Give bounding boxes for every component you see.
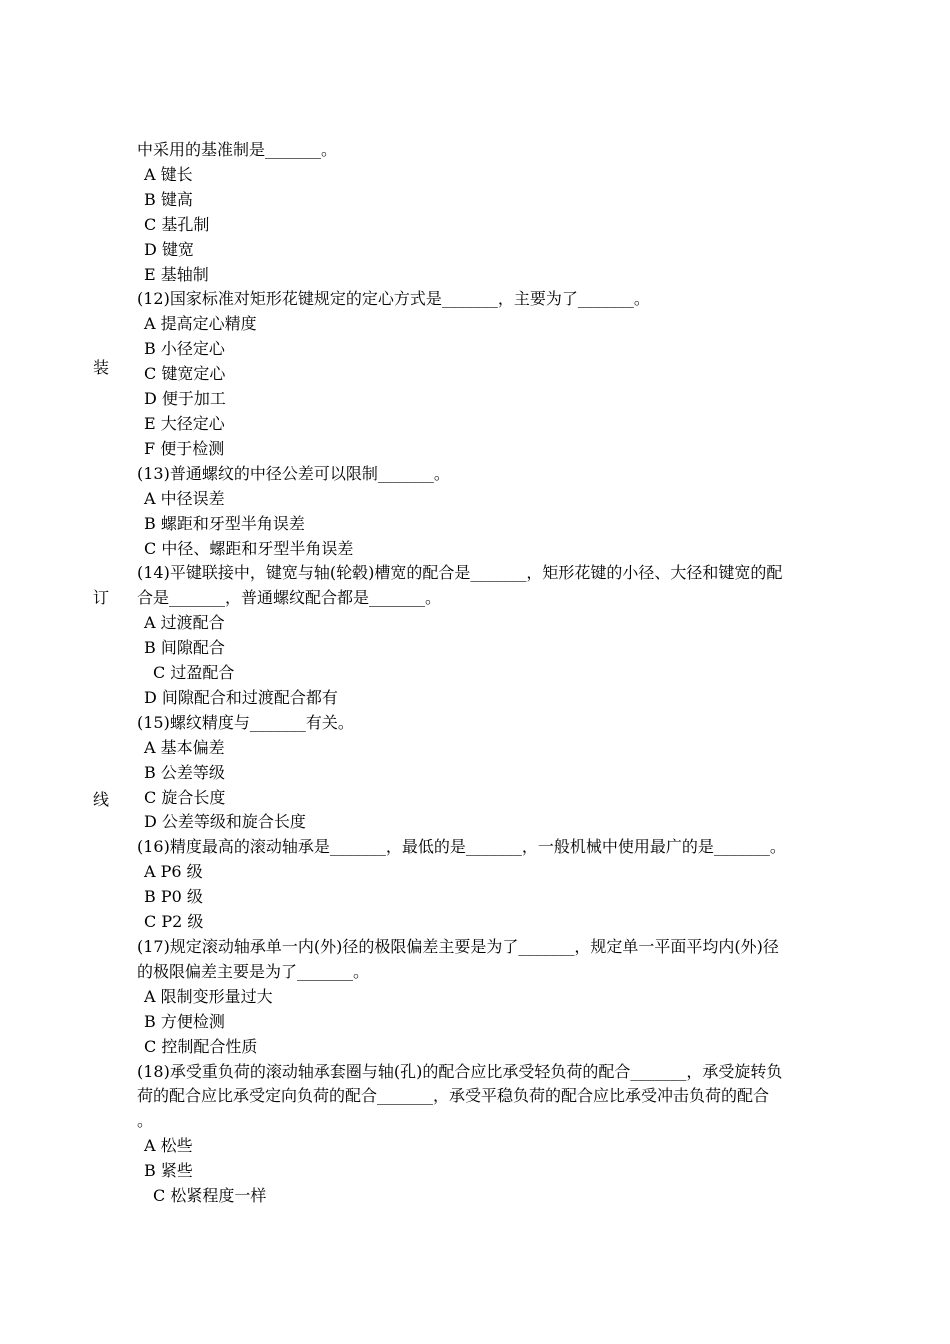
answer-option: A 松些 xyxy=(144,1136,193,1156)
answer-option: A 基本偏差 xyxy=(144,737,225,757)
answer-option: E 大径定心 xyxy=(144,413,225,433)
answer-option: C P2 级 xyxy=(144,912,204,932)
answer-option: B 小径定心 xyxy=(144,339,225,359)
binding-mark-ding: 订 xyxy=(93,588,110,607)
question-text-line: 。 xyxy=(137,1111,154,1131)
answer-option: E 基轴制 xyxy=(144,264,209,284)
answer-option: A 过渡配合 xyxy=(144,613,225,633)
answer-option: A 提高定心精度 xyxy=(144,314,257,334)
answer-option: C 键宽定心 xyxy=(144,364,226,384)
answer-option: F 便于检测 xyxy=(144,438,225,458)
question-text-line: 中采用的基准制是_______。 xyxy=(137,140,338,159)
answer-option: B P0 级 xyxy=(144,887,203,907)
answer-option: B 紧些 xyxy=(144,1161,193,1181)
question-text-line: (15)螺纹精度与_______有关。 xyxy=(137,712,354,732)
question-text-line: 的极限偏差主要是为了_______。 xyxy=(137,961,370,981)
question-text-line: (16)精度最高的滚动轴承是_______，最低的是_______，一般机械中使用最广的是_______。 xyxy=(137,837,786,857)
answer-option: A P6 级 xyxy=(144,862,203,882)
answer-option: D 便于加工 xyxy=(144,389,226,409)
answer-option: C 中径、螺距和牙型半角误差 xyxy=(144,538,354,558)
answer-option: D 公差等级和旋合长度 xyxy=(144,812,306,832)
question-text-line: (12)国家标准对矩形花键规定的定心方式是_______，主要为了_______。 xyxy=(137,289,650,309)
answer-option: D 键宽 xyxy=(144,239,194,259)
answer-option: C 基孔制 xyxy=(144,214,210,234)
answer-option: C 过盈配合 xyxy=(153,663,235,683)
question-text-line: (13)普通螺纹的中径公差可以限制_______。 xyxy=(137,463,450,483)
question-text-line: (18)承受重负荷的滚动轴承套圈与轴(孔)的配合应比承受轻负荷的配合_______，承受旋转负 xyxy=(137,1061,783,1081)
answer-option: B 方便检测 xyxy=(144,1011,225,1031)
question-text-line: 合是_______，普通螺纹配合都是_______。 xyxy=(137,588,442,608)
question-text-line: (14)平键联接中，键宽与轴(轮毂)槽宽的配合是_______，矩形花键的小径、大径和键宽的配 xyxy=(137,563,783,583)
question-list xyxy=(137,138,827,1209)
answer-option: B 间隙配合 xyxy=(144,638,225,658)
answer-option: C 松紧程度一样 xyxy=(153,1186,267,1206)
answer-option: B 螺距和牙型半角误差 xyxy=(144,513,305,533)
answer-option: D 间隙配合和过渡配合都有 xyxy=(144,687,338,707)
answer-option: C 控制配合性质 xyxy=(144,1036,258,1056)
answer-option: B 键高 xyxy=(144,189,193,209)
answer-option: A 限制变形量过大 xyxy=(144,986,273,1006)
question-text-line: 荷的配合应比承受定向负荷的配合_______，承受平稳负荷的配合应比承受冲击负荷的配合 xyxy=(137,1086,770,1106)
question-text-line: (17)规定滚动轴承单一内(外)径的极限偏差主要是为了_______，规定单一平面平均内(外)径 xyxy=(137,937,779,956)
binding-mark-xian: 线 xyxy=(93,790,110,809)
binding-mark-zhuang: 装 xyxy=(93,358,110,377)
answer-option: C 旋合长度 xyxy=(144,787,226,807)
answer-option: A 中径误差 xyxy=(144,488,225,508)
answer-option: B 公差等级 xyxy=(144,762,225,782)
answer-option: A 键长 xyxy=(144,164,193,184)
